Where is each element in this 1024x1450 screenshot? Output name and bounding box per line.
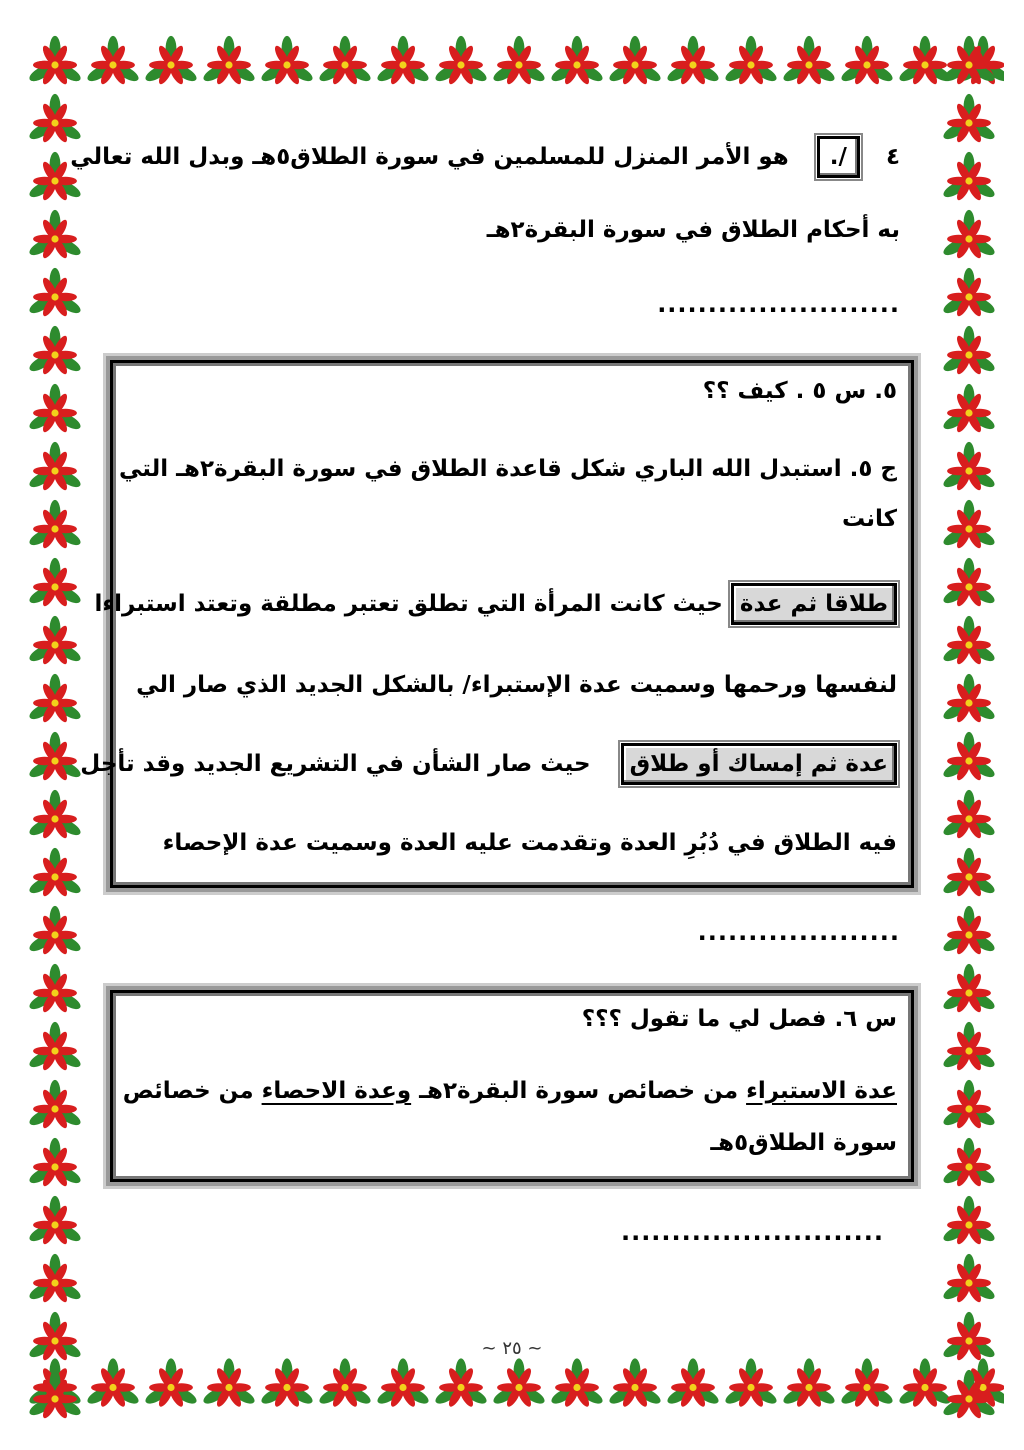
poinsettia-flower-icon bbox=[941, 94, 997, 144]
poinsettia-flower-icon bbox=[941, 1196, 997, 1246]
poinsettia-flower-icon bbox=[27, 442, 83, 492]
poinsettia-flower-icon bbox=[375, 36, 431, 86]
poinsettia-flower-icon bbox=[27, 1080, 83, 1130]
poinsettia-flower-icon bbox=[941, 1138, 997, 1188]
poinsettia-flower-icon bbox=[201, 1358, 257, 1408]
question-5-line: ٥. س ٥ . كيف ؟؟ bbox=[702, 378, 897, 404]
answer-dots-3: .......................... bbox=[620, 1218, 884, 1246]
answer-5-line3 bbox=[94, 583, 897, 625]
poinsettia-border-left bbox=[20, 30, 90, 1425]
poinsettia-flower-icon bbox=[941, 36, 997, 86]
poinsettia-flower-icon bbox=[491, 36, 547, 86]
poinsettia-flower-icon bbox=[27, 964, 83, 1014]
poinsettia-flower-icon bbox=[27, 732, 83, 782]
answer-5-line5-text: حيث صار الشأن في التشريع الجديد وقد تأجل bbox=[80, 751, 591, 777]
poinsettia-flower-icon bbox=[143, 36, 199, 86]
poinsettia-flower-icon bbox=[27, 848, 83, 898]
poinsettia-flower-icon bbox=[27, 1196, 83, 1246]
poinsettia-flower-icon bbox=[143, 1358, 199, 1408]
poinsettia-flower-icon bbox=[723, 36, 779, 86]
poinsettia-flower-icon bbox=[941, 326, 997, 376]
poinsettia-flower-icon bbox=[27, 36, 83, 86]
answer-5-line3-text: حيث كانت المرأة التي تطلق تعتبر مطلقة وتعتد استبراءا bbox=[94, 591, 723, 617]
answer-5-line6: فيه الطلاق في دُبُرِ العدة وتقدمت عليه العدة وسميت عدة الإحصاء bbox=[162, 830, 897, 856]
poinsettia-flower-icon bbox=[781, 36, 837, 86]
section4-line1 bbox=[70, 136, 900, 178]
poinsettia-flower-icon bbox=[375, 1358, 431, 1408]
poinsettia-flower-icon bbox=[941, 210, 997, 260]
poinsettia-flower-icon bbox=[27, 1312, 83, 1362]
answer-5-line4: لنفسها ورحمها وسميت عدة الإستبراء/ بالشكل الجديد الذي صار الي bbox=[136, 672, 897, 698]
poinsettia-flower-icon bbox=[941, 442, 997, 492]
poinsettia-flower-icon bbox=[941, 1080, 997, 1130]
poinsettia-flower-icon bbox=[665, 36, 721, 86]
answer-5-line2: كانت bbox=[842, 506, 897, 532]
poinsettia-flower-icon bbox=[27, 384, 83, 434]
poinsettia-flower-icon bbox=[549, 36, 605, 86]
section4-number: ٤ bbox=[885, 144, 900, 170]
question-6-line: س ٦. فصل لي ما تقول ؟؟؟ bbox=[581, 1006, 897, 1032]
answer-6-text-a: من خصائص سورة البقرة٢هـ bbox=[411, 1078, 747, 1104]
poinsettia-flower-icon bbox=[27, 558, 83, 608]
poinsettia-flower-icon bbox=[85, 36, 141, 86]
poinsettia-flower-icon bbox=[607, 36, 663, 86]
poinsettia-flower-icon bbox=[259, 36, 315, 86]
poinsettia-flower-icon bbox=[27, 906, 83, 956]
poinsettia-flower-icon bbox=[839, 1358, 895, 1408]
poinsettia-flower-icon bbox=[941, 616, 997, 666]
poinsettia-flower-icon bbox=[317, 36, 373, 86]
poinsettia-flower-icon bbox=[27, 674, 83, 724]
poinsettia-flower-icon bbox=[941, 732, 997, 782]
poinsettia-flower-icon bbox=[549, 1358, 605, 1408]
poinsettia-flower-icon bbox=[201, 36, 257, 86]
answer-checkbox[interactable]: /. bbox=[817, 136, 860, 178]
poinsettia-flower-icon bbox=[259, 1358, 315, 1408]
poinsettia-flower-icon bbox=[665, 1358, 721, 1408]
answer-6-line1 bbox=[122, 1071, 897, 1111]
poinsettia-flower-icon bbox=[941, 1254, 997, 1304]
poinsettia-flower-icon bbox=[941, 906, 997, 956]
answer-dots-2: .................... bbox=[697, 918, 900, 946]
poinsettia-flower-icon bbox=[27, 616, 83, 666]
poinsettia-flower-icon bbox=[433, 1358, 489, 1408]
term-istibra: عدة الاستبراء bbox=[746, 1078, 897, 1104]
poinsettia-flower-icon bbox=[941, 152, 997, 202]
question-6-box bbox=[110, 990, 914, 1182]
poinsettia-flower-icon bbox=[941, 848, 997, 898]
term-ihsa: وعدة الاحصاء bbox=[261, 1078, 412, 1104]
poinsettia-flower-icon bbox=[941, 384, 997, 434]
poinsettia-flower-icon bbox=[85, 1358, 141, 1408]
page-number: ~ ٢٥ ~ bbox=[481, 1338, 543, 1359]
poinsettia-flower-icon bbox=[839, 36, 895, 86]
poinsettia-flower-icon bbox=[27, 1254, 83, 1304]
poinsettia-flower-icon bbox=[607, 1358, 663, 1408]
poinsettia-flower-icon bbox=[27, 1370, 83, 1420]
poinsettia-flower-icon bbox=[941, 964, 997, 1014]
poinsettia-flower-icon bbox=[27, 790, 83, 840]
poinsettia-flower-icon bbox=[941, 674, 997, 724]
answer-5-line1: ج ٥. استبدل الله الباري شكل قاعدة الطلاق في سورة البقرة٢هـ التي bbox=[118, 456, 897, 482]
poinsettia-flower-icon bbox=[27, 1022, 83, 1072]
poinsettia-flower-icon bbox=[27, 500, 83, 550]
poinsettia-flower-icon bbox=[781, 1358, 837, 1408]
poinsettia-flower-icon bbox=[941, 268, 997, 318]
poinsettia-flower-icon bbox=[941, 500, 997, 550]
answer-6-line2: سورة الطلاق٥هـ bbox=[710, 1130, 897, 1156]
poinsettia-flower-icon bbox=[27, 268, 83, 318]
poinsettia-flower-icon bbox=[433, 36, 489, 86]
label-box-idda-then-retain: عدة ثم إمساك أو طلاق bbox=[621, 743, 897, 785]
poinsettia-flower-icon bbox=[27, 1138, 83, 1188]
answer-dots-1: ........................ bbox=[657, 290, 900, 318]
poinsettia-flower-icon bbox=[941, 1022, 997, 1072]
poinsettia-flower-icon bbox=[317, 1358, 373, 1408]
poinsettia-flower-icon bbox=[491, 1358, 547, 1408]
poinsettia-flower-icon bbox=[941, 558, 997, 608]
poinsettia-flower-icon bbox=[27, 326, 83, 376]
poinsettia-border-bottom bbox=[20, 1350, 1004, 1425]
poinsettia-border-top bbox=[20, 30, 1004, 100]
answer-5-line5 bbox=[80, 743, 897, 785]
poinsettia-border-right bbox=[934, 30, 1004, 1425]
poinsettia-flower-icon bbox=[941, 790, 997, 840]
poinsettia-flower-icon bbox=[723, 1358, 779, 1408]
answer-6-text-b: من خصائص bbox=[122, 1078, 262, 1104]
page-content bbox=[70, 110, 914, 1359]
label-box-talaq-then-idda: طلاقا ثم عدة bbox=[731, 583, 897, 625]
section4-line2: به أحكام الطلاق في سورة البقرة٢هـ bbox=[486, 217, 900, 243]
section4-text: هو الأمر المنزل للمسلمين في سورة الطلاق٥هـ وبدل الله تعالي bbox=[70, 144, 789, 170]
poinsettia-flower-icon bbox=[941, 1370, 997, 1420]
question-5-box bbox=[80, 360, 914, 888]
poinsettia-flower-icon bbox=[941, 1312, 997, 1362]
poinsettia-flower-icon bbox=[27, 210, 83, 260]
